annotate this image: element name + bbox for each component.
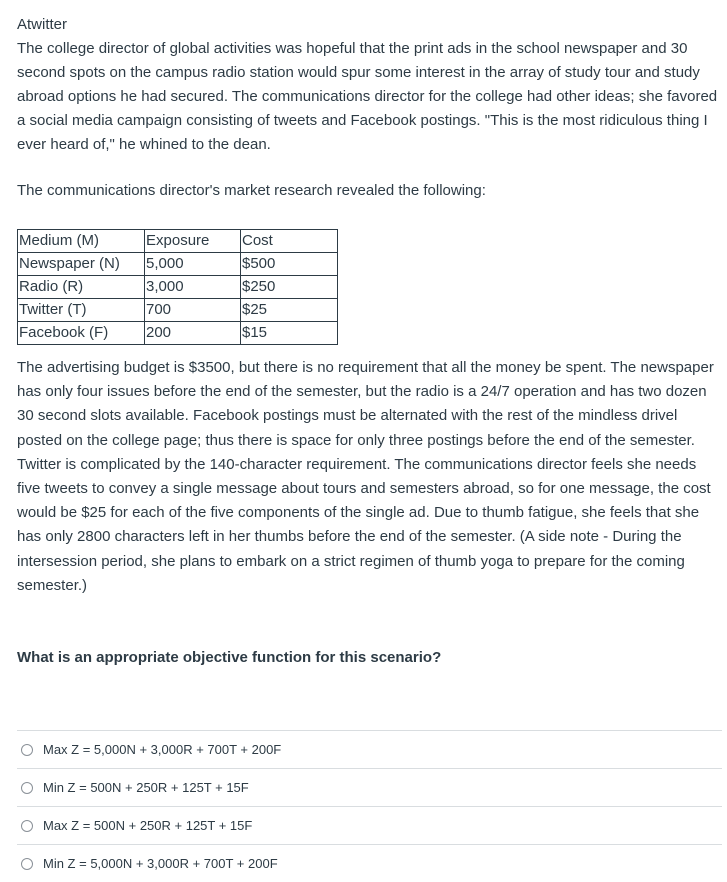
table-cell: 3,000 [145, 276, 241, 299]
table-cell: Radio (R) [18, 276, 145, 299]
table-cell: 5,000 [145, 253, 241, 276]
table-header-cell: Medium (M) [18, 230, 145, 253]
radio-button-icon[interactable] [21, 782, 33, 794]
table-cell: Newspaper (N) [18, 253, 145, 276]
problem-title: Atwitter [17, 16, 68, 33]
table-row [18, 299, 338, 322]
answer-list [17, 730, 722, 882]
table-row [18, 253, 338, 276]
answer-option[interactable] [17, 806, 722, 844]
answer-label: Min Z = 5,000N + 3,000R + 700T + 200F [43, 855, 278, 871]
table-row [18, 276, 338, 299]
question-content [17, 13, 722, 698]
table-cell: $15 [241, 322, 338, 345]
radio-button-icon[interactable] [21, 820, 33, 832]
table-cell: $250 [241, 276, 338, 299]
answer-option[interactable] [17, 730, 722, 768]
budget-paragraph: The advertising budget is $3500, but there is no requirement that all the money be spent. The newspaper has only four issues before the end of the semester, but the radio is a 24/7 operation and has two dozen 30 second slots available. Facebook postings must be alternated with the rest of the mindless drivel posted on the college page; thus there is space for only three postings before the end of the semester. Twitter is complicated by the 140-character requirement. The communications director feels she needs five tweets to convey a single message about tours and semesters abroad, so for one message, the cost would be $25 for each of the five components of the single ad. Due to thumb fatigue, she feels that she has only 2800 characters left in her thumbs before the end of the semester. (A side note - During the intersession period, she plans to embark on a strict regimen of thumb yoga to prepare for the coming semester.) [17, 359, 714, 594]
intro-paragraph: The college director of global activities was hopeful that the print ads in the school newspaper and 30 second spots on the campus radio station would spur some interest in the array of study tour and study abroad options he had secured. The communications director for the college had other ideas; she favored a social media campaign consisting of tweets and Facebook postings. "This is the most ridiculous thing I ever heard of," he whined to the dean. [17, 40, 718, 153]
table-row [18, 322, 338, 345]
question-prompt: What is an appropriate objective function for this scenario? [17, 649, 442, 667]
radio-button-icon[interactable] [21, 744, 33, 756]
table-cell: $500 [241, 253, 338, 276]
table-cell: 700 [145, 299, 241, 322]
table-cell: $25 [241, 299, 338, 322]
answer-option[interactable] [17, 768, 722, 806]
answer-label: Max Z = 5,000N + 3,000R + 700T + 200F [43, 741, 282, 757]
answer-label: Max Z = 500N + 250R + 125T + 15F [43, 817, 253, 833]
table-header-cell: Cost [241, 230, 338, 253]
answer-label: Min Z = 500N + 250R + 125T + 15F [43, 779, 249, 795]
answer-option[interactable] [17, 844, 722, 882]
table-cell: Twitter (T) [18, 299, 145, 322]
research-paragraph: The communications director's market research revealed the following: [17, 182, 486, 199]
table-header-cell: Exposure [145, 230, 241, 253]
table-cell: 200 [145, 322, 241, 345]
table-cell: Facebook (F) [18, 322, 145, 345]
radio-button-icon[interactable] [21, 858, 33, 870]
media-table [17, 229, 338, 345]
table-header-row [18, 230, 338, 253]
